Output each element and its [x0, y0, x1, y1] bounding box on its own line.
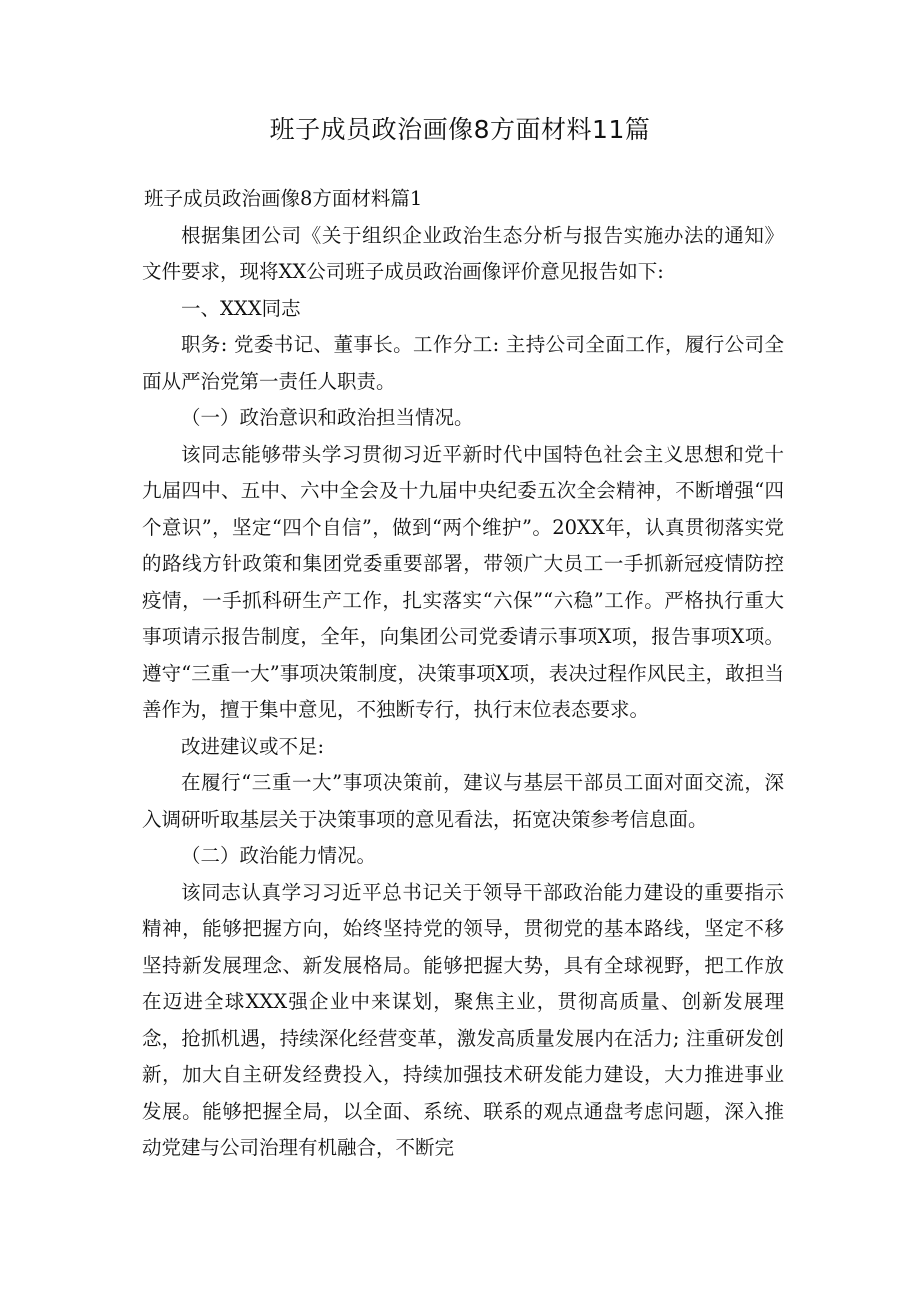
subsection-2-paragraph: 该同志认真学习习近平总书记关于领导干部政治能力建设的重要指示精神，能够把握方向，始终坚持党的领导，贯彻党的基本路线，坚定不移坚持新发展理念、新发展格局。能够把握大势，具有全球视野，把工作放在迈进全球XXX强企业中来谋划，聚焦主业，贯彻高质量、创新发展理念，抢抓机遇，持续深化经营变革，激发高质量发展内在活力; 注重研发创新，加大自主研发经费投入，持续加强技术研发能力建设，大力推进事业发展。能够把握全局，以全面、系统、联系的观点通盘考虑问题，深入推动党建与公司治理有机融合，不断完 [142, 880, 784, 1159]
subsection-heading-2: （二）政治能力情况。 [181, 844, 377, 867]
improvement-heading: 改进建议或不足: [181, 734, 325, 758]
document-body [142, 181, 784, 1167]
duties-paragraph: 职务: 党委书记、董事长。工作分工: 主持公司全面工作，履行公司全面从严治党第一责任人职责。 [142, 333, 784, 393]
document-subtitle: 班子成员政治画像8方面材料篇1 [144, 187, 423, 210]
section-heading: 一、XXX同志 [181, 296, 301, 320]
subsection-1-paragraph: 该同志能够带头学习贯彻习近平新时代中国特色社会主义思想和党十九届四中、五中、六中全会及十九届中央纪委五次全会精神，不断增强“四个意识”，坚定“四个自信”，做到“两个维护”。20XX年，认真贯彻落实党的路线方针政策和集团党委重要部署，带领广大员工一手抓新冠疫情防控疫情，一手抓科研生产工作，扎实落实“六保”“六稳”工作。严格执行重大事项请示报告制度，全年，向集团公司党委请示事项X项，报告事项X项。遵守“三重一大”事项决策制度，决策事项X项，表决过程作风民主，敢担当善作为，擅于集中意见，不独断专行，执行末位表态要求。 [142, 442, 784, 721]
subsection-heading-1: （一）政治意识和政治担当情况。 [181, 406, 474, 429]
intro-paragraph: 根据集团公司《关于组织企业政治生态分析与报告实施办法的通知》文件要求，现将XX公司班子成员政治画像评价意见报告如下: [142, 223, 784, 283]
document-title: 班子成员政治画像8方面材料11篇 [269, 115, 651, 144]
improvement-paragraph: 在履行“三重一大”事项决策前，建议与基层干部员工面对面交流，深入调研听取基层关于决策事项的意见看法，拓宽决策参考信息面。 [142, 771, 784, 831]
